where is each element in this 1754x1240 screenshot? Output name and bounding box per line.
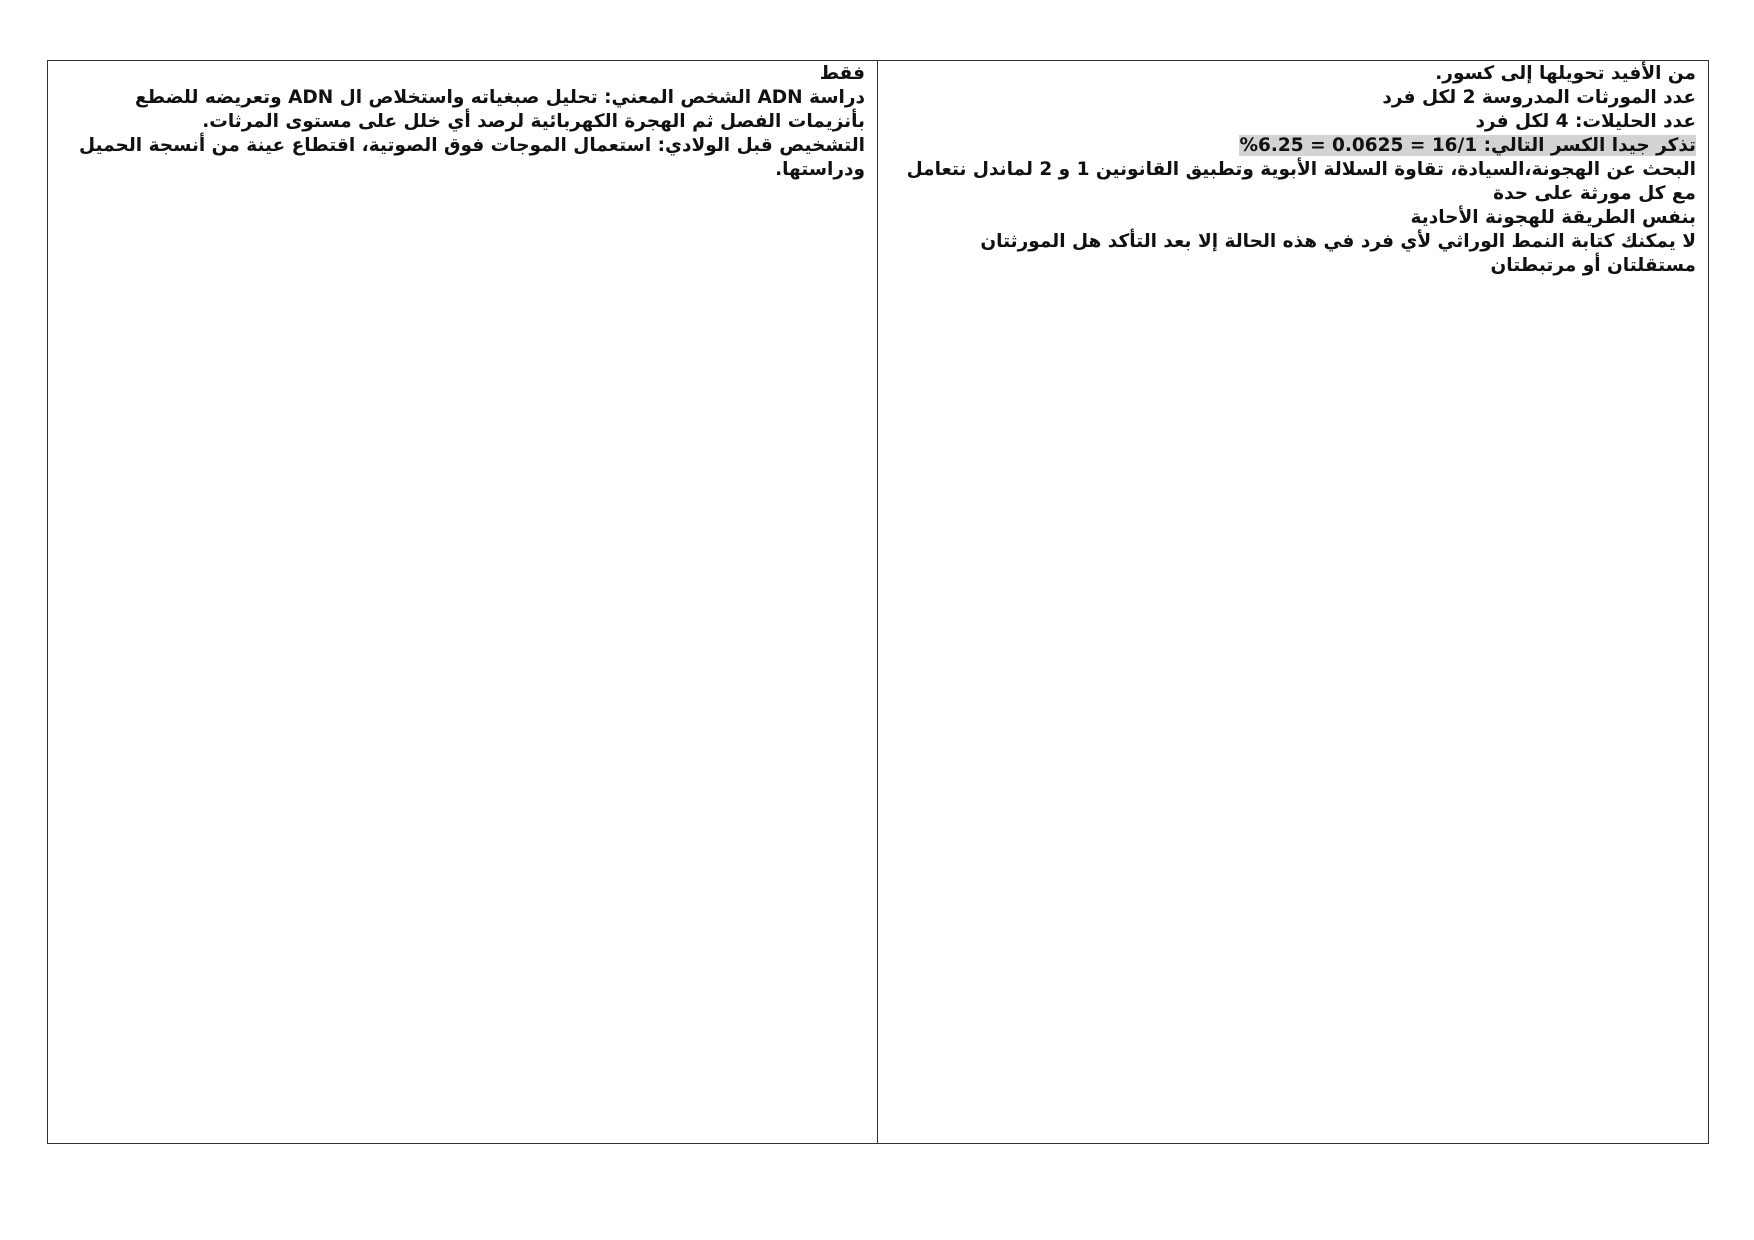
right-line-allele-count: عدد الحليلات: 4 لكل فرد: [1475, 111, 1696, 132]
right-line-monohybrid: بنفس الطريقة للهجونة الأحادية: [1410, 207, 1696, 228]
right-line-gene-count: عدد المورثات المدروسة 2 لكل فرد: [1382, 87, 1696, 108]
right-line-genotype-note: لا يمكنك كتابة النمط الوراثي لأي فرد في هذه الحالة إلا بعد التأكد هل المورثتان مستقلتان أو مرتبطتان: [980, 231, 1696, 276]
left-line-adn-study: دراسة ADN الشخص المعني: تحليل صبغياته واستخلاص ال ADN وتعريضه للضطع بأنزيمات الفصل ثم الهجرة الكهربائية لرصد أي خلل على مستوى المرثات.: [135, 87, 865, 132]
right-line-fraction-note: [894, 134, 1696, 158]
left-line-only: فقط: [819, 63, 865, 84]
right-column-cell: [878, 61, 1708, 1143]
highlighted-fraction-text: تذكر جيدا الكسر التالي: 16/1 = 0.0625 = 6.25%: [1239, 135, 1696, 156]
left-column-cell: [48, 61, 878, 1143]
two-column-table: [47, 60, 1709, 1144]
right-line-fractions: من الأفيد تحويلها إلى كسور.: [1435, 63, 1696, 84]
left-line-prenatal-diagnosis: التشخيص قبل الولادي: استعمال الموجات فوق الصوتية، اقتطاع عينة من أنسجة الحميل ودراستها.: [79, 135, 865, 180]
right-line-mendel-laws: البحث عن الهجونة،السيادة، تقاوة السلالة الأبوية وتطبيق القانونين 1 و 2 لماندل نتعامل مع كل مورثة على حدة: [906, 159, 1696, 204]
